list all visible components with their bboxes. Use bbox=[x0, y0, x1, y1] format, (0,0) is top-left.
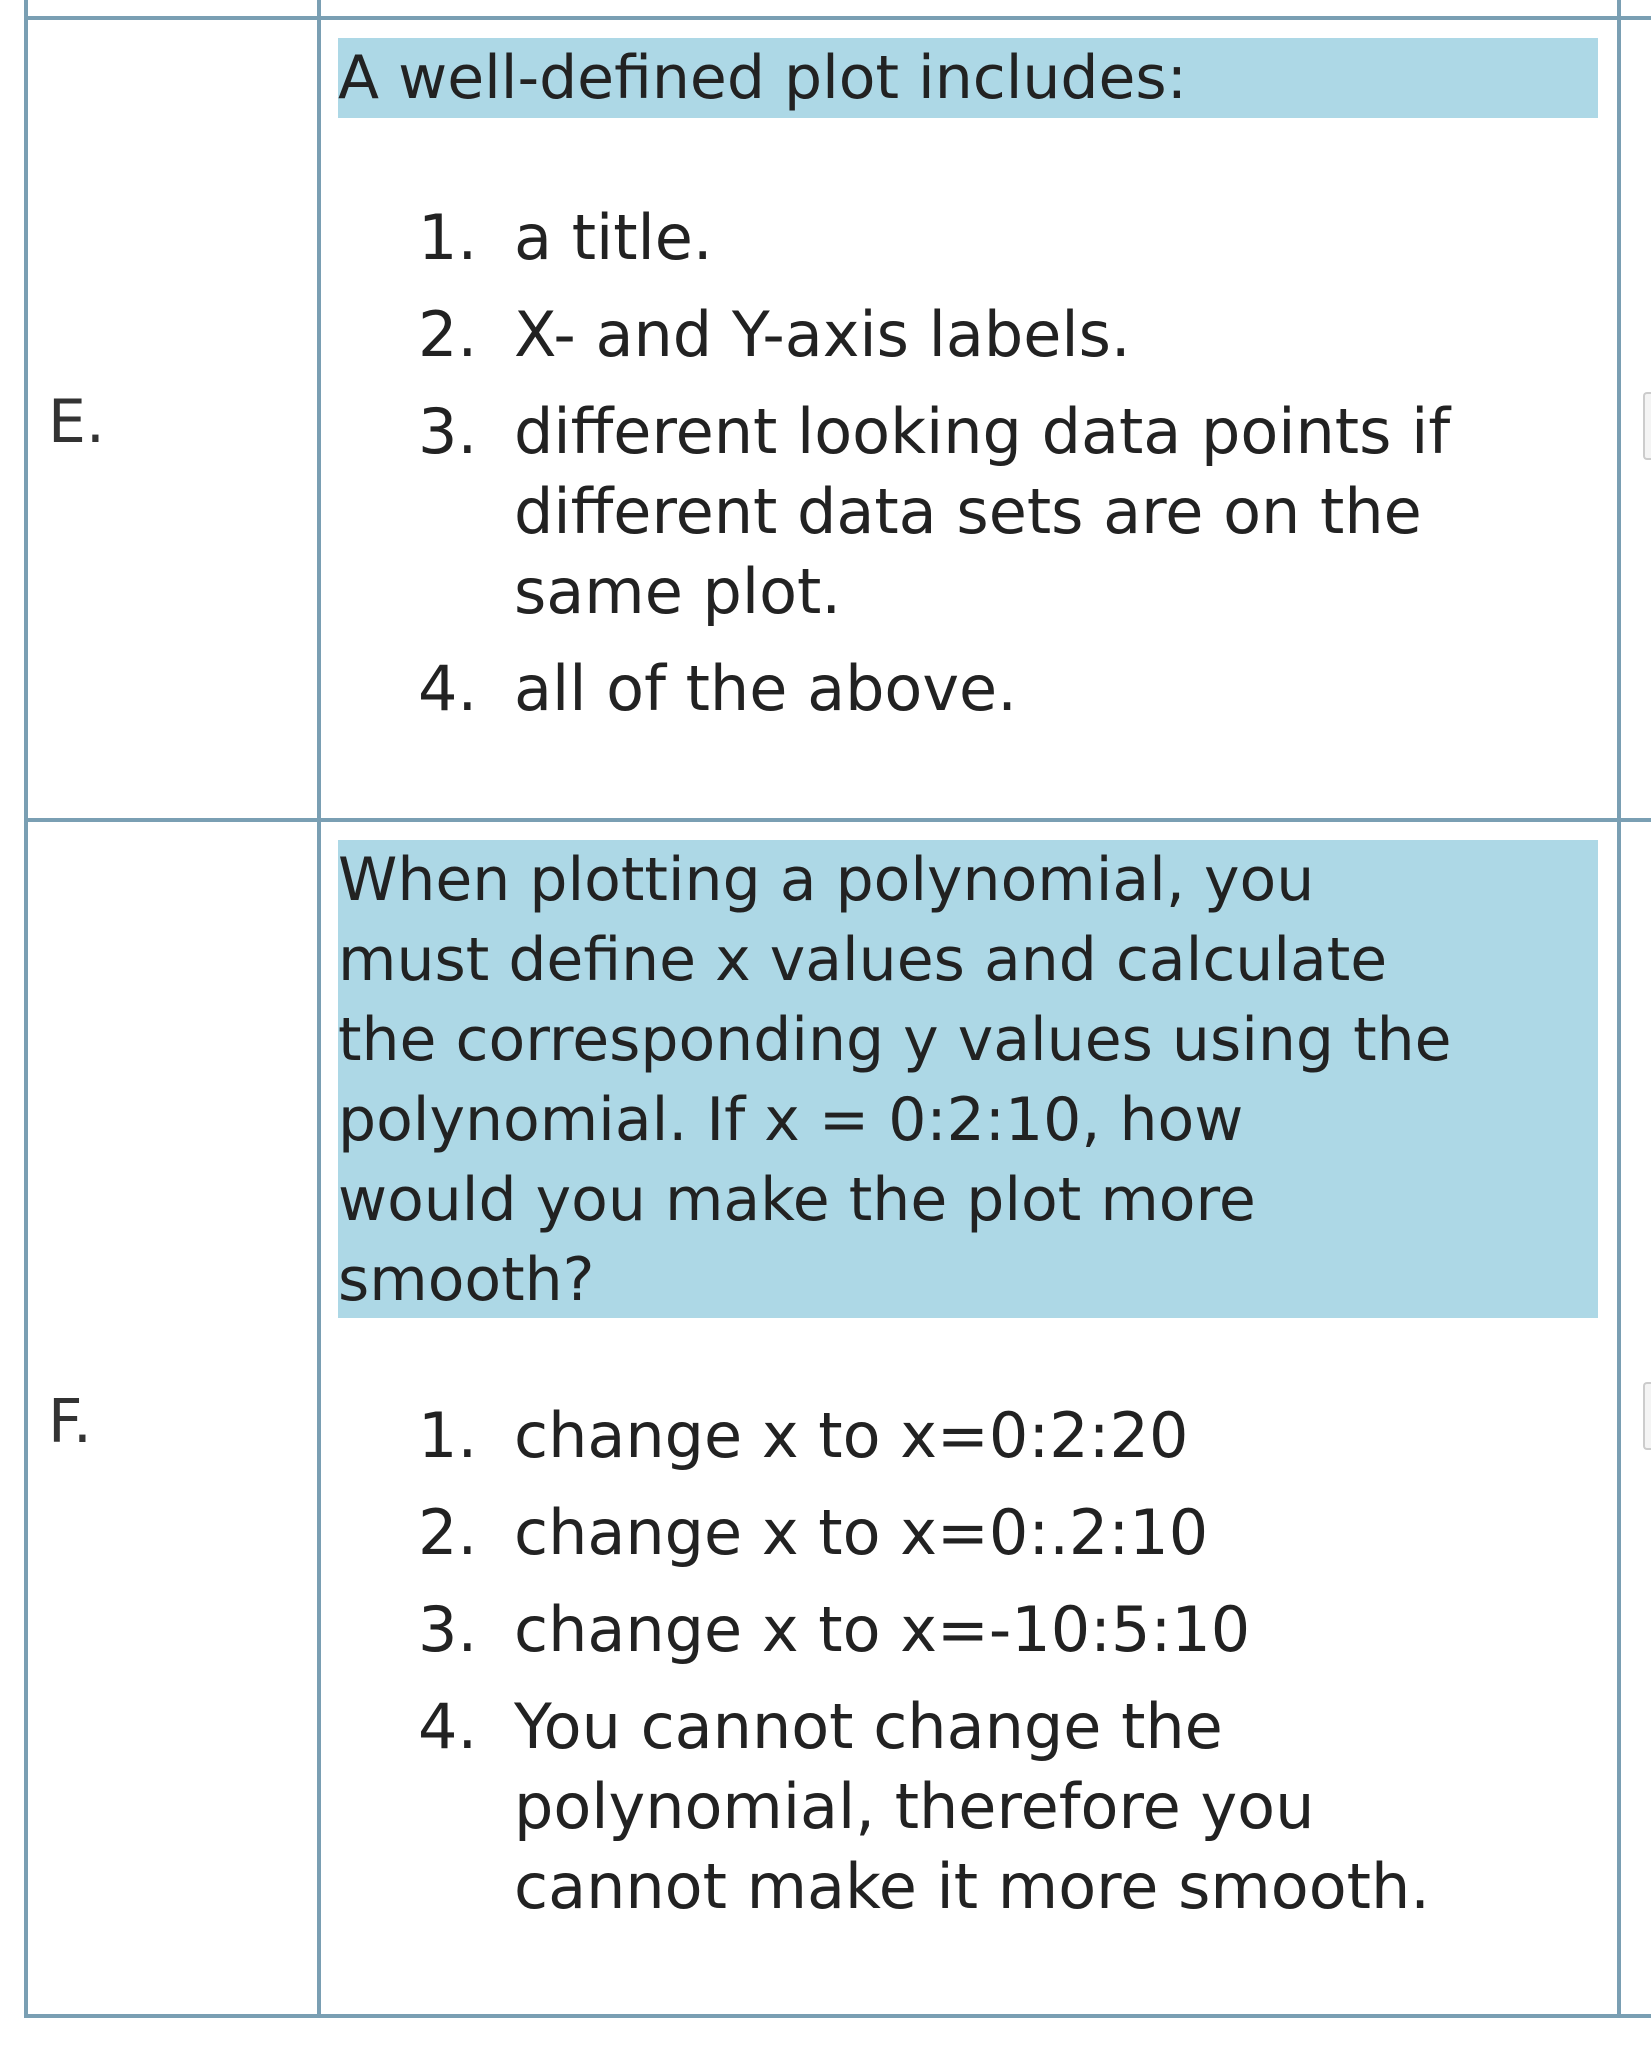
answer-input[interactable] bbox=[1643, 392, 1651, 460]
option-text bbox=[514, 198, 1598, 278]
question-text bbox=[338, 840, 1598, 1318]
option-line: same plot. bbox=[514, 555, 842, 628]
row-divider bbox=[24, 818, 1651, 822]
answer-input[interactable] bbox=[1643, 1382, 1651, 1450]
option-line: change x to x=0:.2:10 bbox=[514, 1496, 1209, 1569]
table-right-border bbox=[1617, 0, 1621, 2018]
option-line: a title. bbox=[514, 201, 713, 274]
option-text bbox=[514, 649, 1598, 729]
option-text bbox=[514, 392, 1598, 632]
option-line: different data sets are on the bbox=[514, 475, 1422, 548]
option-text bbox=[514, 1687, 1598, 1927]
option-text bbox=[514, 1590, 1598, 1670]
question-line: the corresponding y values using the bbox=[338, 1005, 1452, 1075]
option-line: X- and Y-axis labels. bbox=[514, 298, 1131, 371]
question-line: smooth? bbox=[338, 1245, 595, 1315]
option-text bbox=[514, 295, 1598, 375]
option-number: 1. bbox=[418, 201, 478, 274]
option-text bbox=[514, 1396, 1598, 1476]
question-line: must define x values and calculate bbox=[338, 925, 1388, 995]
answer-option[interactable] bbox=[338, 295, 1598, 375]
option-number: 4. bbox=[418, 1690, 478, 1763]
question-line: would you make the plot more bbox=[338, 1165, 1256, 1235]
option-line: all of the above. bbox=[514, 652, 1017, 725]
option-line: You cannot change the bbox=[514, 1690, 1223, 1763]
table-top-border bbox=[24, 16, 1651, 20]
option-line: cannot make it more smooth. bbox=[514, 1850, 1430, 1923]
column-divider bbox=[317, 0, 321, 2018]
question-line: When plotting a polynomial, you bbox=[338, 845, 1315, 915]
option-text bbox=[514, 1493, 1598, 1573]
question-letter: E. bbox=[48, 387, 105, 457]
answer-option[interactable] bbox=[338, 198, 1598, 278]
option-line: change x to x=-10:5:10 bbox=[514, 1593, 1251, 1666]
option-number: 1. bbox=[418, 1399, 478, 1472]
question-line: A well-defined plot includes: bbox=[338, 43, 1187, 113]
answer-option[interactable] bbox=[338, 649, 1598, 729]
table-left-border bbox=[24, 0, 28, 2018]
option-number: 3. bbox=[418, 1593, 478, 1666]
answer-options bbox=[338, 198, 1598, 746]
question-text bbox=[338, 38, 1598, 118]
option-number: 4. bbox=[418, 652, 478, 725]
answer-option[interactable] bbox=[338, 1590, 1598, 1670]
answer-option[interactable] bbox=[338, 1396, 1598, 1476]
option-number: 2. bbox=[418, 1496, 478, 1569]
table-bottom-border bbox=[24, 2014, 1651, 2018]
option-line: change x to x=0:2:20 bbox=[514, 1399, 1189, 1472]
option-number: 2. bbox=[418, 298, 478, 371]
option-line: different looking data points if bbox=[514, 395, 1451, 468]
answer-option[interactable] bbox=[338, 392, 1598, 632]
question-letter: F. bbox=[48, 1387, 92, 1457]
answer-options bbox=[338, 1396, 1598, 1944]
option-number: 3. bbox=[418, 395, 478, 468]
answer-option[interactable] bbox=[338, 1493, 1598, 1573]
answer-option[interactable] bbox=[338, 1687, 1598, 1927]
option-line: polynomial, therefore you bbox=[514, 1770, 1315, 1843]
question-line: polynomial. If x = 0:2:10, how bbox=[338, 1085, 1244, 1155]
